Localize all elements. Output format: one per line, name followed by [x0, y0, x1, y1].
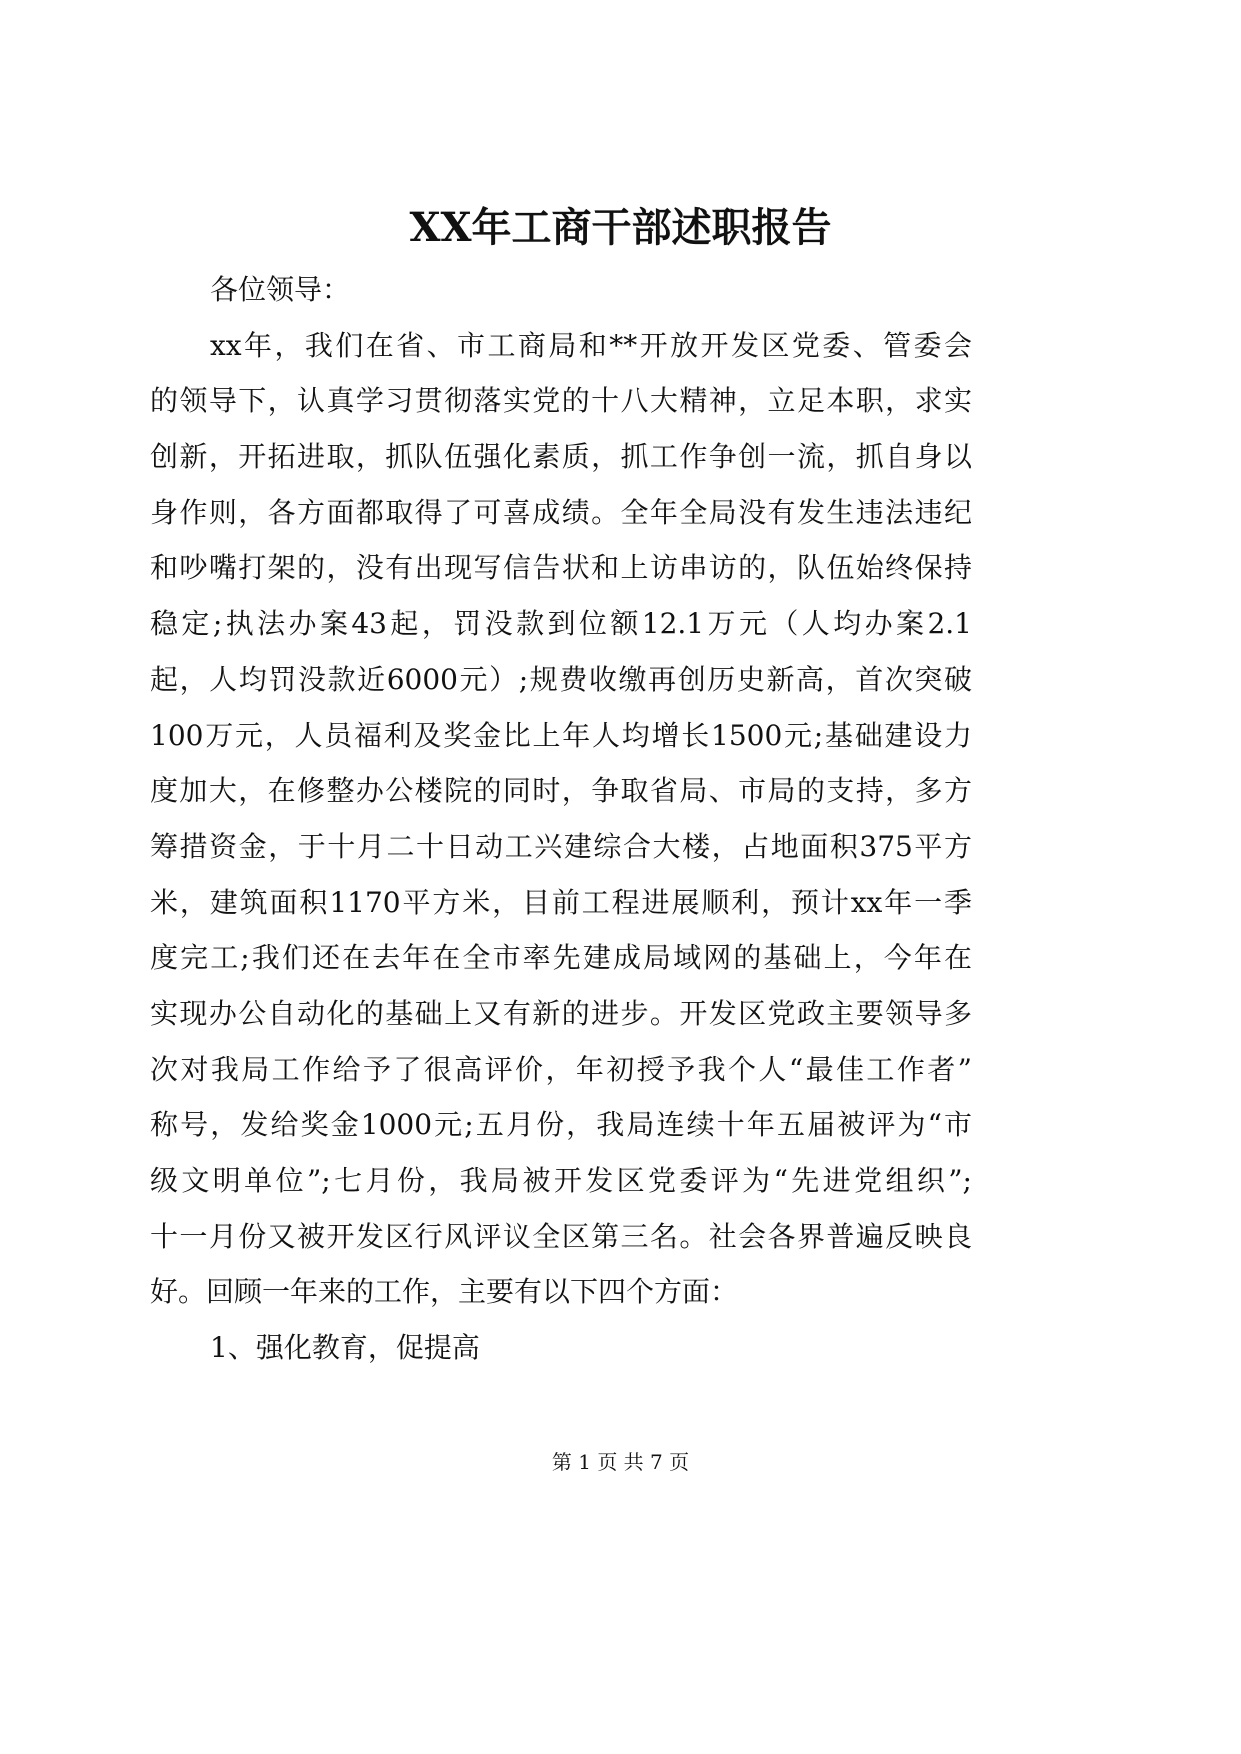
paragraph — [150, 318, 972, 1320]
paragraph-line: 稳定;执法办案43起，罚没款到位额12.1万元（人均办案2.1 — [150, 607, 972, 641]
paragraph-line: 级文明单位”;七月份，我局被开发区党委评为“先进党组织”; — [150, 1164, 972, 1197]
paragraph-line: xx年，我们在省、市工商局和**开放开发区党委、管委会 — [210, 328, 972, 362]
paragraph-line: 起，人均罚没款近6000元）;规费收缴再创历史新高，首次突破 — [150, 662, 972, 696]
paragraph-line: 的领导下，认真学习贯彻落实党的十八大精神，立足本职，求实 — [150, 384, 972, 418]
document-title: XX年工商干部述职报告 — [409, 204, 832, 251]
paragraph-line: 好。回顾一年来的工作，主要有以下四个方面： — [150, 1275, 739, 1309]
paragraph-line: 筹措资金，于十月二十日动工兴建综合大楼，占地面积375平方 — [150, 829, 972, 863]
paragraph-line: 米，建筑面积1170平方米，目前工程进展顺利，预计xx年一季 — [150, 885, 972, 919]
paragraph-line: 实现办公自动化的基础上又有新的进步。开发区党政主要领导多 — [150, 996, 972, 1030]
paragraph-line: 十一月份又被开发区行风评议全区第三名。社会各界普遍反映良 — [150, 1219, 972, 1253]
paragraph-line: 称号，发给奖金1000元;五月份，我局连续十年五届被评为“市 — [150, 1108, 972, 1142]
paragraph-line: 100万元，人员福利及奖金比上年人均增长1500元;基础建设力 — [150, 718, 972, 752]
page-footer: 第 1 页 共 7 页 — [551, 1450, 690, 1474]
document-body — [150, 262, 972, 1376]
section-heading: 1、强化教育，促提高 — [210, 1331, 480, 1365]
paragraph-line: 和吵嘴打架的，没有出现写信告状和上访串访的，队伍始终保持 — [150, 551, 972, 585]
salutation: 各位领导： — [210, 273, 351, 306]
paragraph-line: 身作则，各方面都取得了可喜成绩。全年全局没有发生违法违纪 — [150, 495, 972, 529]
paragraph-line: 创新，开拓进取，抓队伍强化素质，抓工作争创一流，抓自身以 — [150, 440, 972, 474]
paragraph-line: 次对我局工作给予了很高评价，年初授予我个人“最佳工作者” — [150, 1052, 972, 1086]
paragraph-line: 度完工;我们还在去年在全市率先建成局域网的基础上，今年在 — [150, 941, 972, 975]
paragraph-line: 度加大，在修整办公楼院的同时，争取省局、市局的支持，多方 — [150, 774, 972, 808]
